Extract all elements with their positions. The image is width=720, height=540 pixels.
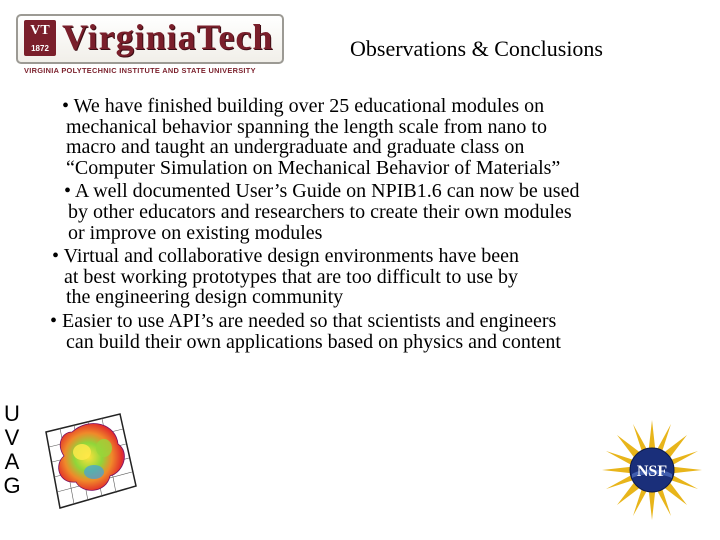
- bullet-line: by other educators and researchers to create their own modules: [68, 200, 572, 223]
- bullet-line: • Virtual and collaborative design environments have been: [52, 245, 519, 268]
- bullet-line: can build their own applications based on physics and content: [66, 330, 561, 353]
- bullet-list: [40, 96, 700, 352]
- bullet-line: • We have finished building over 25 educational modules on: [62, 95, 545, 117]
- nsf-logo-text: NSF: [636, 463, 668, 480]
- logo-wordmark: VirginiaTech: [62, 17, 274, 57]
- bullet-line: • Easier to use API’s are needed so that scientists and engineers: [50, 309, 557, 332]
- bullet-line: macro and taught an undergraduate and graduate class on: [66, 136, 525, 159]
- 3d-surface-plot-icon: [32, 402, 142, 512]
- bullet-item: [40, 96, 700, 178]
- logo-subtitle: VIRGINIA POLYTECHNIC INSTITUTE AND STATE UNIVERSITY: [24, 66, 256, 75]
- bullet-line: • A well documented User’s Guide on NPIB1.6 can now be used: [64, 180, 580, 203]
- bullet-item: [40, 181, 700, 243]
- seal-year: 1872: [31, 44, 49, 53]
- uvag-label: [2, 402, 22, 498]
- nsf-logo: [600, 418, 704, 522]
- vt-seal-icon: [24, 20, 56, 56]
- uvag-letter: U: [4, 401, 20, 426]
- uvag-letter: G: [3, 473, 21, 498]
- virginia-tech-logo: [16, 14, 284, 76]
- bullet-item: [40, 246, 700, 308]
- bullet-item: [40, 311, 700, 352]
- bullet-line: mechanical behavior spanning the length scale from nano to: [66, 115, 547, 138]
- bullet-line: or improve on existing modules: [68, 221, 323, 244]
- seal-monogram: VT: [30, 23, 50, 38]
- bullet-line: at best working prototypes that are too difficult to use by: [64, 265, 518, 288]
- slide-title: Observations & Conclusions: [350, 36, 603, 61]
- uvag-letter: V: [4, 425, 20, 450]
- bullet-line: “Computer Simulation on Mechanical Behavior of Materials”: [66, 156, 561, 179]
- bullet-line: the engineering design community: [66, 286, 344, 309]
- uvag-letter: A: [4, 449, 20, 474]
